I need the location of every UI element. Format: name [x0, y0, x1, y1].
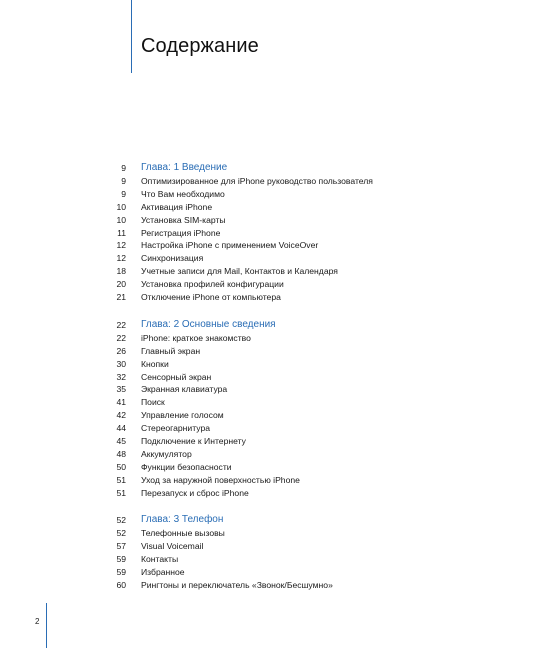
toc-entry[interactable]: [0, 553, 540, 566]
toc-entry[interactable]: [0, 579, 540, 592]
toc-entry[interactable]: [0, 448, 540, 461]
entry-title[interactable]: Функции безопасности: [141, 461, 232, 472]
entry-page-number: 59: [116, 554, 126, 565]
entry-page-number: 51: [116, 474, 126, 485]
toc-entry[interactable]: [0, 396, 540, 409]
toc-entry[interactable]: [0, 371, 540, 384]
chapter-heading-row[interactable]: [0, 161, 540, 175]
toc-entry[interactable]: [0, 265, 540, 278]
chapter-title[interactable]: Глава: 1 Введение: [141, 162, 228, 173]
entry-page-number: 41: [116, 397, 126, 408]
top-vertical-rule: [131, 0, 132, 73]
entry-page-number: 50: [116, 461, 126, 472]
entry-title[interactable]: Поиск: [141, 397, 165, 408]
entry-page-number: 26: [116, 345, 126, 356]
toc-entry[interactable]: [0, 461, 540, 474]
entry-title[interactable]: Аккумулятор: [141, 448, 192, 459]
chapter-2: [0, 318, 540, 500]
toc-entry[interactable]: [0, 345, 540, 358]
toc-entry[interactable]: [0, 435, 540, 448]
toc-entry[interactable]: [0, 201, 540, 214]
toc-entry[interactable]: [0, 332, 540, 345]
entry-title[interactable]: Активация iPhone: [141, 201, 213, 212]
toc-entry[interactable]: [0, 214, 540, 227]
entry-title[interactable]: Перезапуск и сброс iPhone: [141, 487, 249, 498]
entry-page-number: 9: [121, 188, 126, 199]
page-title: Содержание: [141, 35, 259, 57]
entry-page-number: 18: [116, 266, 126, 277]
entry-page-number: 20: [116, 279, 126, 290]
toc-entry[interactable]: [0, 188, 540, 201]
chapter-page-number: 9: [121, 163, 126, 173]
toc-entry[interactable]: [0, 474, 540, 487]
entry-page-number: 11: [117, 227, 126, 238]
entry-page-number: 12: [116, 253, 126, 264]
chapter-page-number: 22: [116, 319, 126, 330]
entry-title[interactable]: Избранное: [141, 567, 185, 578]
entry-page-number: 9: [121, 176, 126, 186]
page-number: 2: [35, 617, 40, 626]
entry-title[interactable]: Экранная клавиатура: [141, 384, 228, 395]
toc-entry[interactable]: [0, 358, 540, 371]
toc-entry[interactable]: [0, 175, 540, 188]
toc-entry[interactable]: [0, 278, 540, 291]
entry-title[interactable]: Оптимизированное для iPhone руководство пользователя: [141, 176, 373, 186]
entry-title[interactable]: Уход за наружной поверхностью iPhone: [141, 474, 300, 485]
entry-title[interactable]: Кнопки: [141, 358, 169, 369]
entry-page-number: 21: [116, 292, 126, 303]
chapter-title[interactable]: Глава: 2 Основные сведения: [141, 318, 276, 330]
entry-title[interactable]: Телефонные вызовы: [141, 528, 225, 539]
entry-page-number: 42: [116, 410, 126, 421]
entry-page-number: 52: [116, 528, 126, 539]
entry-title[interactable]: Подключение к Интернету: [141, 436, 246, 447]
entry-page-number: 45: [116, 436, 126, 447]
entry-title[interactable]: Что Вам необходимо: [141, 188, 225, 199]
chapter-heading-row[interactable]: [0, 513, 540, 527]
entry-title[interactable]: Регистрация iPhone: [141, 227, 221, 238]
entry-page-number: 57: [116, 541, 126, 552]
entry-title[interactable]: Установка профилей конфигурации: [141, 279, 284, 290]
entry-page-number: 44: [116, 423, 126, 434]
entry-page-number: 35: [116, 384, 126, 395]
entry-title[interactable]: Управление голосом: [141, 410, 224, 421]
chapter-page-number: 52: [116, 515, 126, 526]
entry-page-number: 22: [116, 332, 126, 343]
entry-page-number: 12: [116, 240, 126, 251]
toc-entry[interactable]: [0, 422, 540, 435]
toc-entry[interactable]: [0, 566, 540, 579]
chapter-1: [0, 161, 540, 304]
entry-title[interactable]: Контакты: [141, 554, 179, 565]
toc-entry[interactable]: [0, 227, 540, 240]
toc-entry[interactable]: [0, 252, 540, 265]
entry-page-number: 30: [116, 358, 126, 369]
entry-title[interactable]: Учетные записи для Mail, Контактов и Календаря: [141, 266, 338, 277]
toc-entry[interactable]: [0, 527, 540, 540]
entry-page-number: 10: [116, 214, 126, 225]
entry-page-number: 10: [116, 201, 126, 212]
toc-entry[interactable]: [0, 409, 540, 422]
chapter-heading-row[interactable]: [0, 318, 540, 332]
chapter-title[interactable]: Глава: 3 Телефон: [141, 514, 224, 526]
chapter-3: [0, 513, 540, 591]
entry-page-number: 59: [116, 567, 126, 578]
toc-entry[interactable]: [0, 487, 540, 500]
entry-title[interactable]: Настройка iPhone с применением VoiceOver: [141, 240, 319, 251]
toc-entry[interactable]: [0, 540, 540, 553]
entry-title[interactable]: iPhone: краткое знакомство: [141, 332, 251, 343]
entry-page-number: 48: [116, 448, 126, 459]
entry-title[interactable]: Стереогарнитура: [141, 423, 211, 434]
entry-title[interactable]: Visual Voicemail: [141, 541, 204, 552]
entry-title[interactable]: Установка SIM-карты: [141, 214, 226, 225]
entry-title[interactable]: Синхронизация: [141, 253, 204, 264]
entry-title[interactable]: Сенсорный экран: [141, 371, 212, 382]
entry-page-number: 60: [116, 580, 126, 591]
entry-title[interactable]: Отключение iPhone от компьютера: [141, 292, 281, 303]
toc-entry[interactable]: [0, 383, 540, 396]
toc-entry[interactable]: [0, 239, 540, 252]
entry-title[interactable]: Главный экран: [141, 345, 201, 356]
entry-page-number: 51: [116, 487, 126, 498]
entry-page-number: 32: [116, 371, 126, 382]
toc-entry[interactable]: [0, 291, 540, 304]
entry-title[interactable]: Рингтоны и переключатель «Звонок/Бесшумно»: [141, 580, 333, 591]
table-of-contents: [0, 161, 540, 606]
bottom-vertical-rule: [46, 603, 47, 648]
